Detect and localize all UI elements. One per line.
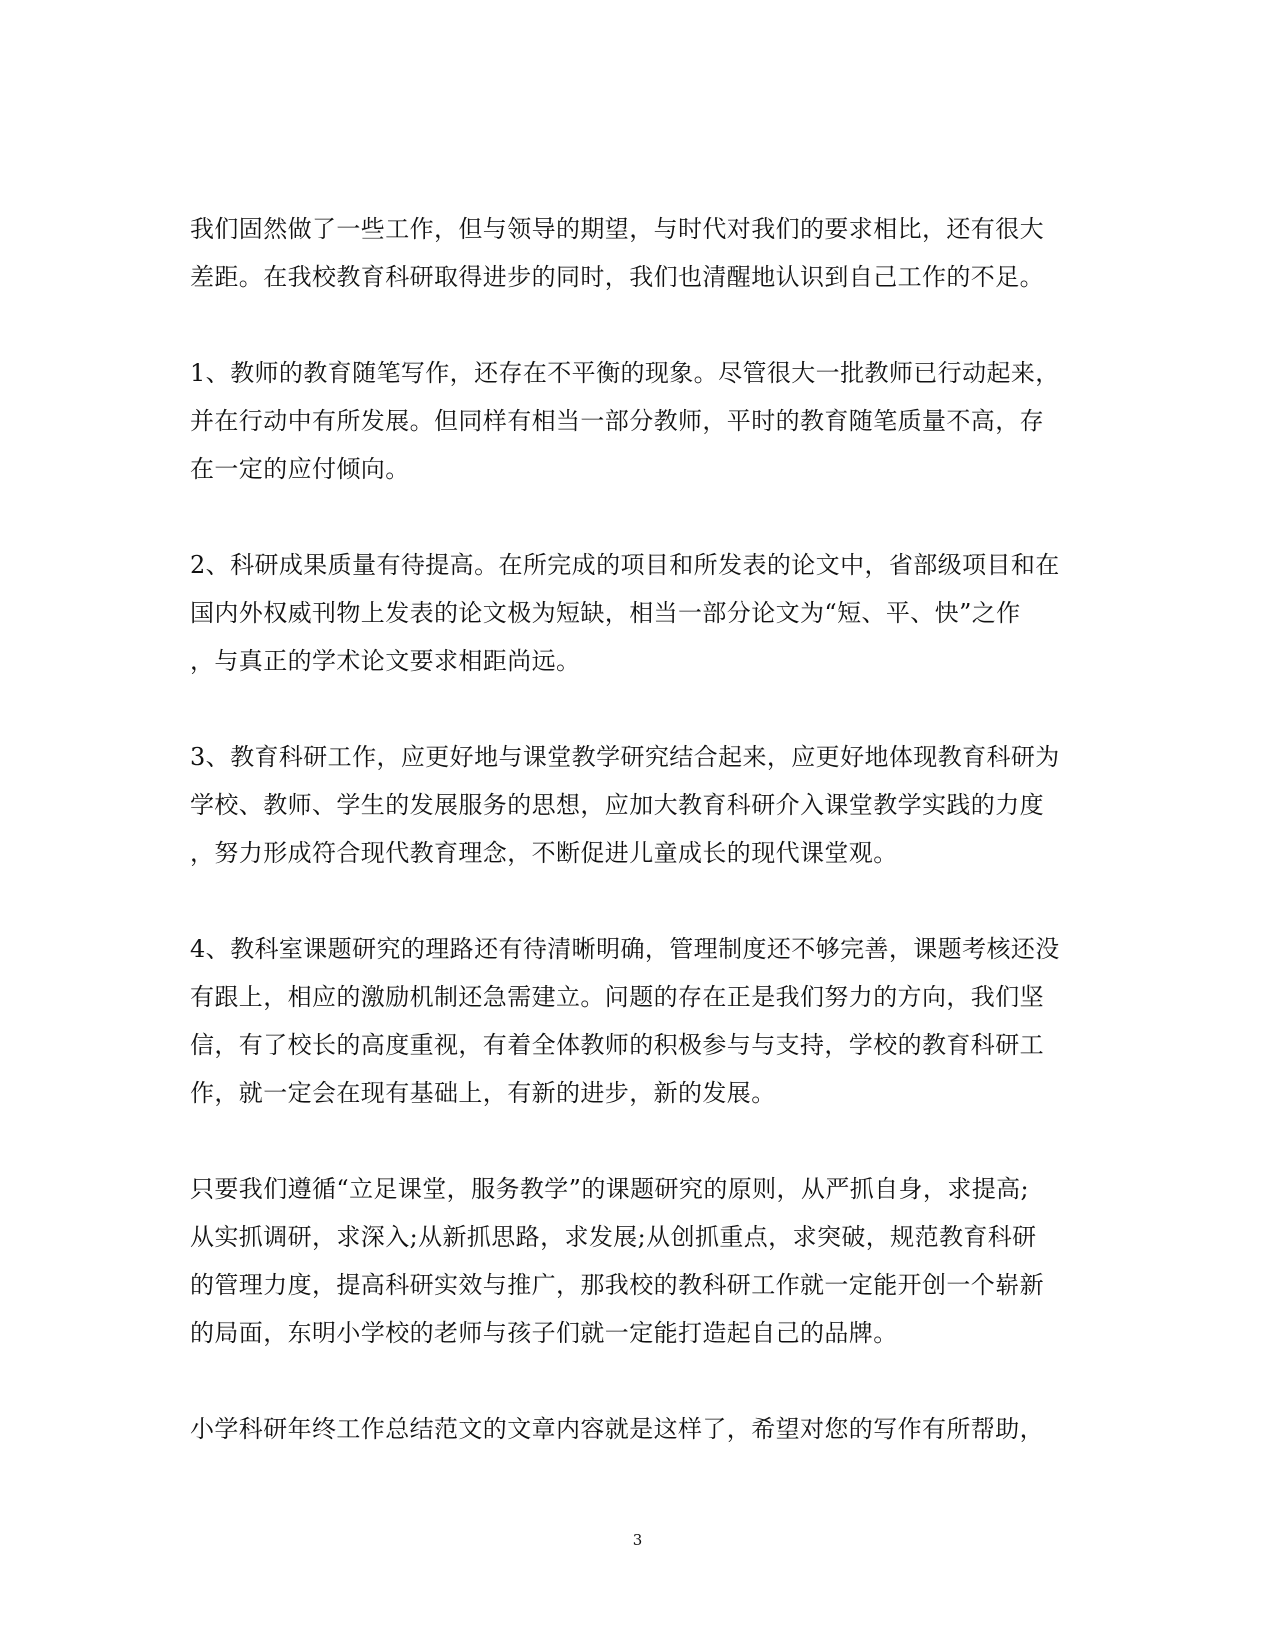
paragraph-intro (190, 205, 1090, 301)
text-line: 有跟上，相应的激励机制还急需建立。问题的存在正是我们努力的方向，我们坚 (190, 983, 1044, 1011)
text-line: ，与真正的学术论文要求相距尚远。 (190, 647, 581, 675)
text-line: 我们固然做了一些工作，但与领导的期望，与时代对我们的要求相比，还有很大 (190, 215, 1044, 243)
text-line: 3、教育科研工作，应更好地与课堂教学研究结合起来，应更好地体现教育科研为 (190, 743, 1060, 771)
text-line: 信，有了校长的高度重视，有着全体教师的积极参与与支持，学校的教育科研工 (190, 1031, 1044, 1059)
paragraph-closing (190, 1405, 1090, 1453)
text-line: ，努力形成符合现代教育理念，不断促进儿童成长的现代课堂观。 (190, 839, 898, 867)
text-line: 2、科研成果质量有待提高。在所完成的项目和所发表的论文中，省部级项目和在 (190, 551, 1060, 579)
document-body (190, 205, 1090, 1501)
text-line: 作，就一定会在现有基础上，有新的进步，新的发展。 (190, 1079, 776, 1107)
text-line: 小学科研年终工作总结范文的文章内容就是这样了，希望对您的写作有所帮助， (190, 1415, 1044, 1443)
paragraph-item-2 (190, 541, 1090, 685)
text-line: 从实抓调研，求深入;从新抓思路，求发展;从创抓重点，求突破，规范教育科研 (190, 1223, 1037, 1251)
text-line: 在一定的应付倾向。 (190, 455, 410, 483)
text-line: 的管理力度，提高科研实效与推广，那我校的教科研工作就一定能开创一个崭新 (190, 1271, 1044, 1299)
paragraph-conclusion (190, 1165, 1090, 1357)
text-line: 4、教科室课题研究的理路还有待清晰明确，管理制度还不够完善，课题考核还没 (190, 935, 1060, 963)
text-line: 的局面，东明小学校的老师与孩子们就一定能打造起自己的品牌。 (190, 1319, 898, 1347)
page-number: 3 (632, 1531, 643, 1549)
paragraph-item-3 (190, 733, 1090, 877)
text-line: 学校、教师、学生的发展服务的思想，应加大教育科研介入课堂教学实践的力度 (190, 791, 1044, 819)
text-line: 并在行动中有所发展。但同样有相当一部分教师，平时的教育随笔质量不高，存 (190, 407, 1044, 435)
text-line: 1、教师的教育随笔写作，还存在不平衡的现象。尽管很大一批教师已行动起来， (190, 359, 1060, 387)
paragraph-item-1 (190, 349, 1090, 493)
text-line: 差距。在我校教育科研取得进步的同时，我们也清醒地认识到自己工作的不足。 (190, 263, 1044, 291)
text-line: 国内外权威刊物上发表的论文极为短缺，相当一部分论文为“短、平、快”之作 (190, 599, 1021, 627)
text-line: 只要我们遵循“立足课堂，服务教学”的课题研究的原则，从严抓自身，求提高; (190, 1175, 1030, 1203)
paragraph-item-4 (190, 925, 1090, 1117)
